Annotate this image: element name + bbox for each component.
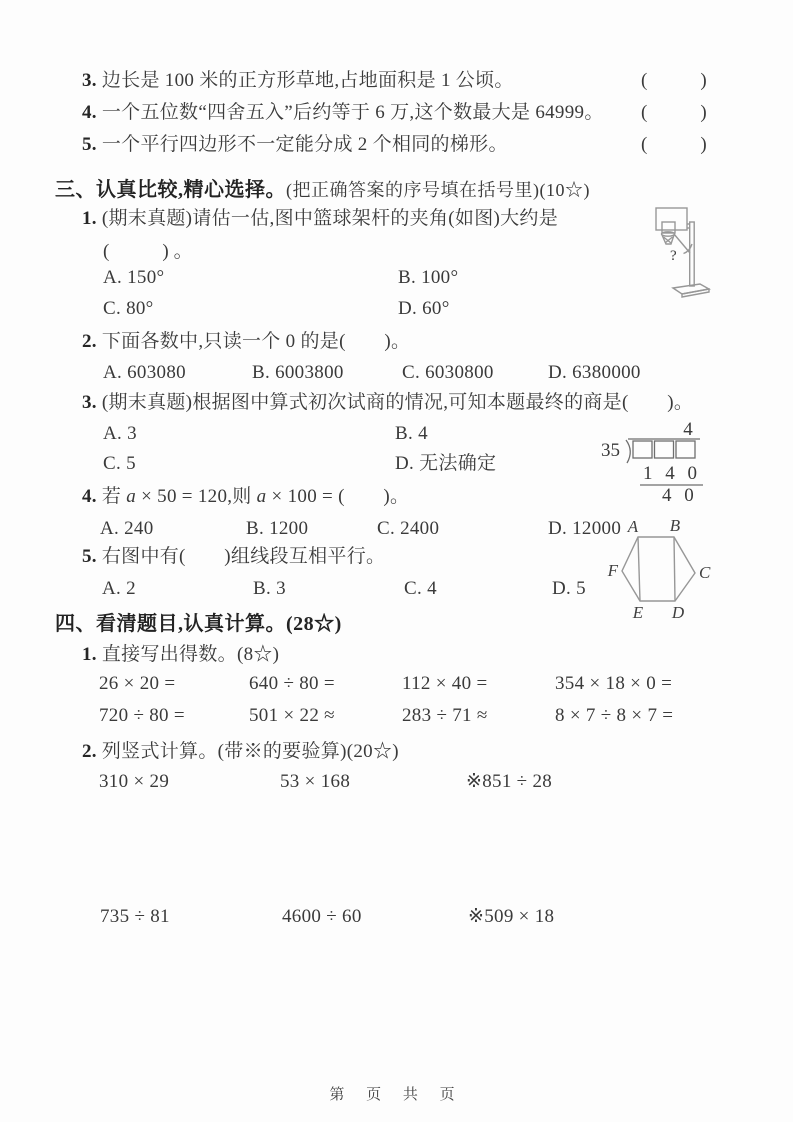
q4-option-a[interactable]: A. 240 xyxy=(100,518,154,539)
question-number: 1. xyxy=(82,208,97,229)
angle-question-mark: ? xyxy=(670,248,677,264)
question-text-part: × 100 = ( )。 xyxy=(266,486,410,507)
q1-option-b[interactable]: B. 100° xyxy=(398,267,459,288)
question-text: (期末真题)根据图中算式初次试商的情况,可知本题最终的商是( )。 xyxy=(101,392,694,413)
item-number: 1. xyxy=(82,644,97,665)
pole xyxy=(690,222,695,286)
vertex-label-d: D xyxy=(671,603,685,622)
question-text: (期末真题)请估一估,图中篮球架杆的夹角(如图)大约是 xyxy=(101,208,559,229)
q1-option-c[interactable]: C. 80° xyxy=(103,298,154,319)
tf-item-4 xyxy=(82,102,604,124)
calc2-title xyxy=(82,741,399,763)
question-number: 3. xyxy=(82,392,97,413)
item-number: 5. xyxy=(82,134,97,155)
dividend-box[interactable] xyxy=(655,441,674,458)
column-calc-expression[interactable]: 4600 ÷ 60 xyxy=(282,906,362,927)
q5-option-b[interactable]: B. 3 xyxy=(253,578,286,599)
q3-option-d[interactable]: D. 无法确定 xyxy=(395,453,497,474)
division-remainder: 4 0 xyxy=(662,485,698,506)
division-quotient: 4 xyxy=(683,419,693,440)
tf-item-5 xyxy=(82,134,508,156)
q2-option-c[interactable]: C. 6030800 xyxy=(402,362,494,383)
column-calc-expression[interactable]: 310 × 29 xyxy=(99,771,170,792)
section-3-title: 三、认真比较,精心选择。 xyxy=(55,179,286,201)
vertex-label-b: B xyxy=(669,516,681,535)
q3-option-b[interactable]: B. 4 xyxy=(395,423,428,444)
q4-option-d[interactable]: D. 12000 xyxy=(548,518,622,539)
question-4 xyxy=(82,486,409,508)
q1-answer-blank[interactable]: ( )。 xyxy=(103,241,198,262)
segment-bd xyxy=(674,537,675,601)
vertex-label-c: C xyxy=(699,563,711,582)
column-calc-expression[interactable]: ※851 ÷ 28 xyxy=(466,771,553,792)
question-text: 下面各数中,只读一个 0 的是( )。 xyxy=(101,331,411,352)
section-4-header xyxy=(55,613,342,635)
mental-math-expression[interactable]: 720 ÷ 80 = xyxy=(99,705,185,726)
q2-option-a[interactable]: A. 603080 xyxy=(103,362,186,383)
q4-option-c[interactable]: C. 2400 xyxy=(377,518,440,539)
vertex-label-f: F xyxy=(607,561,618,580)
item-number: 2. xyxy=(82,741,97,762)
section-3-subtitle: (把正确答案的序号填在括号里)(10☆) xyxy=(286,180,590,200)
q3-option-a[interactable]: A. 3 xyxy=(103,423,137,444)
rim xyxy=(662,232,675,236)
hexagon-figure xyxy=(598,514,738,629)
question-number: 2. xyxy=(82,331,97,352)
mental-math-expression[interactable]: 26 × 20 = xyxy=(99,673,176,694)
angle-arc xyxy=(684,244,693,254)
section-3-header xyxy=(55,179,590,201)
q5-option-c[interactable]: C. 4 xyxy=(404,578,437,599)
backboard xyxy=(656,208,687,230)
mental-math-expression[interactable]: 112 × 40 = xyxy=(402,673,488,694)
mental-math-expression[interactable]: 8 × 7 ÷ 8 × 7 = xyxy=(555,705,674,726)
q5-option-d[interactable]: D. 5 xyxy=(552,578,586,599)
calc1-title xyxy=(82,644,279,666)
base-edge xyxy=(682,289,709,297)
item-title-text: 直接写出得数。(8☆) xyxy=(101,644,280,665)
question-1 xyxy=(82,208,558,230)
q1-option-a[interactable]: A. 150° xyxy=(103,267,165,288)
hexagon-outline xyxy=(622,537,695,601)
section-4-title: 四、看清题目,认真计算。 xyxy=(55,613,286,635)
q5-option-a[interactable]: A. 2 xyxy=(102,578,136,599)
question-text: 右图中有( )组线段互相平行。 xyxy=(101,546,386,567)
question-number: 4. xyxy=(82,486,97,507)
basketball-hoop-figure xyxy=(648,196,748,321)
dividend-box[interactable] xyxy=(633,441,652,458)
mental-math-expression[interactable]: 501 × 22 ≈ xyxy=(249,705,335,726)
division-divisor: 35 xyxy=(601,440,620,461)
division-bracket xyxy=(626,440,630,463)
q2-option-d[interactable]: D. 6380000 xyxy=(548,362,641,383)
page-footer: 第 页 共 页 xyxy=(329,1087,464,1103)
dividend-box[interactable] xyxy=(676,441,695,458)
column-calc-expression[interactable]: ※509 × 18 xyxy=(468,906,555,927)
long-division-figure xyxy=(600,419,735,507)
segment-ae xyxy=(638,537,640,601)
q1-option-d[interactable]: D. 60° xyxy=(398,298,450,319)
mental-math-expression[interactable]: 640 ÷ 80 = xyxy=(249,673,335,694)
question-text-part: 若 xyxy=(101,486,127,507)
mental-math-expression[interactable]: 354 × 18 × 0 = xyxy=(555,673,673,694)
tf-item-3-answer-blank[interactable]: ( ) xyxy=(641,70,712,91)
question-3 xyxy=(82,392,693,414)
tf-item-text: 一个平行四边形不一定能分成 2 个相同的梯形。 xyxy=(101,134,508,155)
tf-item-3 xyxy=(82,70,514,92)
vertex-label-e: E xyxy=(632,603,644,622)
tf-item-5-answer-blank[interactable]: ( ) xyxy=(641,134,712,155)
q4-option-b[interactable]: B. 1200 xyxy=(246,518,309,539)
column-calc-expression[interactable]: 53 × 168 xyxy=(280,771,351,792)
section-4-score: (28☆) xyxy=(286,613,342,635)
item-title-text: 列竖式计算。(带※的要验算)(20☆) xyxy=(101,741,399,762)
q2-option-b[interactable]: B. 6003800 xyxy=(252,362,344,383)
item-number: 3. xyxy=(82,70,97,91)
question-text-part: × 50 = 120,则 xyxy=(136,486,257,507)
tf-item-text: 边长是 100 米的正方形草地,占地面积是 1 公顷。 xyxy=(101,70,514,91)
question-2 xyxy=(82,331,410,353)
question-number: 5. xyxy=(82,546,97,567)
q3-option-c[interactable]: C. 5 xyxy=(103,453,136,474)
vertex-label-a: A xyxy=(627,517,639,536)
tf-item-4-answer-blank[interactable]: ( ) xyxy=(641,102,712,123)
item-number: 4. xyxy=(82,102,97,123)
variable-a: a xyxy=(256,486,267,507)
mental-math-expression[interactable]: 283 ÷ 71 ≈ xyxy=(402,705,488,726)
variable-a: a xyxy=(126,486,137,507)
tf-item-text: 一个五位数“四舍五入”后约等于 6 万,这个数最大是 64999。 xyxy=(101,102,604,123)
division-product: 1 4 0 xyxy=(643,463,701,484)
column-calc-expression[interactable]: 735 ÷ 81 xyxy=(100,906,170,927)
question-5 xyxy=(82,546,385,568)
